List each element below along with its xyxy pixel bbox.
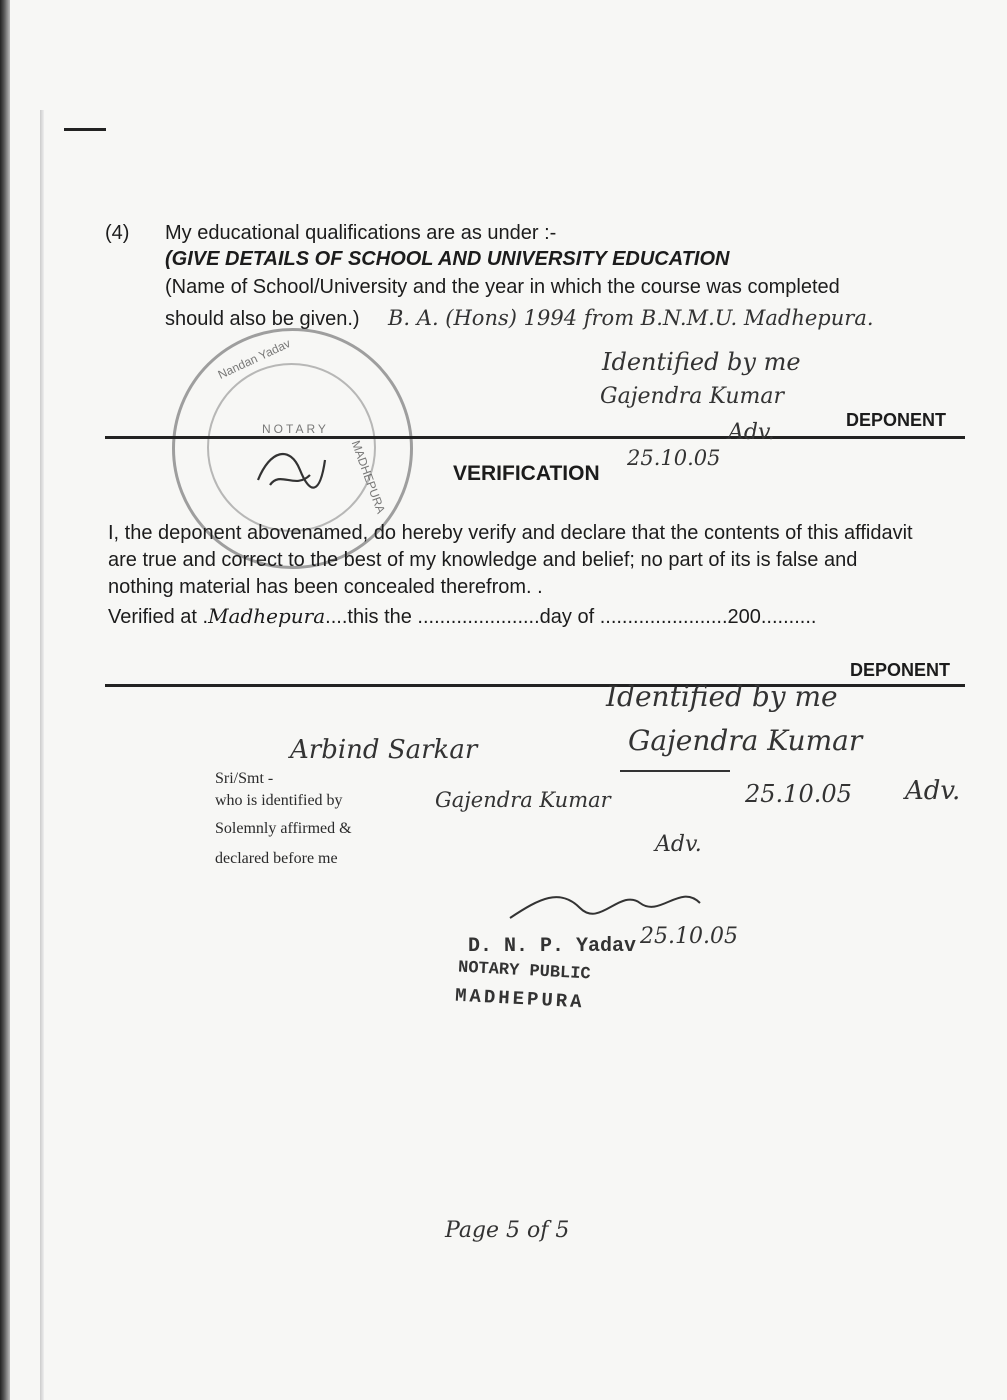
attestation-identifier: Gajendra Kumar: [435, 788, 611, 812]
verification-line-1: I, the deponent abovenamed, do hereby verify and declare that the contents of this affidavit: [108, 522, 913, 544]
identifier-title-1: Adv.: [728, 420, 775, 445]
seal-text-top: Nandan Yadav: [215, 336, 293, 382]
identifier-date-1: 25.10.05: [627, 446, 721, 470]
page-number: Page 5 of 5: [445, 1218, 570, 1243]
identifier-name-2: Gajendra Kumar: [628, 724, 863, 757]
notary-date: 25.10.05: [640, 924, 738, 949]
divider-1: [105, 436, 965, 439]
identifier-name-1: Gajendra Kumar: [600, 384, 785, 409]
deponent-label-2: DEPONENT: [850, 660, 951, 680]
verified-place: Madhepura: [208, 604, 326, 628]
handwritten-qualification: B. A. (Hons) 1994 from B.N.M.U. Madhepura.: [388, 306, 874, 330]
verified-prefix: Verified at .: [108, 606, 209, 628]
declared-before-me: declared before me: [215, 850, 338, 867]
notary-place: MADHEPURA: [454, 984, 586, 1014]
qualifications-line-3: (Name of School/University and the year in which the course was completed: [165, 276, 840, 298]
qualifications-line-2: (GIVE DETAILS OF SCHOOL AND UNIVERSITY EDUCATION: [165, 248, 730, 270]
verification-line-2: are true and correct to the best of my knowledge and belief; no part of its is false and: [108, 549, 858, 571]
identified-by-me-2: Identified by me: [606, 680, 838, 713]
seal-signature-mark: [250, 440, 330, 500]
attestation-identifier-title: Adv.: [655, 832, 702, 857]
verification-line-3: nothing material has been concealed therefrom. .: [108, 576, 543, 598]
seal-text-mid: NOTARY: [262, 422, 329, 436]
top-dash: [64, 128, 106, 131]
scan-edge: [0, 0, 10, 1400]
item-number: (4): [105, 222, 130, 244]
solemnly-affirmed: Solemnly affirmed &: [215, 820, 352, 837]
qualifications-line-1: My educational qualifications are as under :-: [165, 222, 557, 244]
page-fold: [40, 110, 44, 1400]
deponent-name: Arbind Sarkar: [290, 735, 478, 765]
identified-by-me-1: Identified by me: [602, 348, 801, 376]
verification-title: VERIFICATION: [453, 462, 600, 485]
verified-at-line: [108, 604, 816, 629]
identifier-date-2: 25.10.05: [745, 780, 852, 808]
deponent-label-1: DEPONENT: [846, 410, 947, 430]
verified-suffix: ....this the ......................day of .......................200..........: [325, 606, 817, 628]
qualifications-line-4: should also be given.): [165, 308, 360, 330]
signature-rule: [620, 770, 730, 772]
shri-prefix: Sri/Smt -: [215, 770, 274, 787]
identified-line: who is identified by: [215, 792, 343, 809]
notary-title: NOTARY PUBLIC: [457, 958, 592, 985]
notary-name: D. N. P. Yadav: [468, 935, 637, 958]
seal-text-side: MADHEPURA: [348, 438, 389, 516]
identifier-title-2: Adv.: [905, 776, 961, 806]
